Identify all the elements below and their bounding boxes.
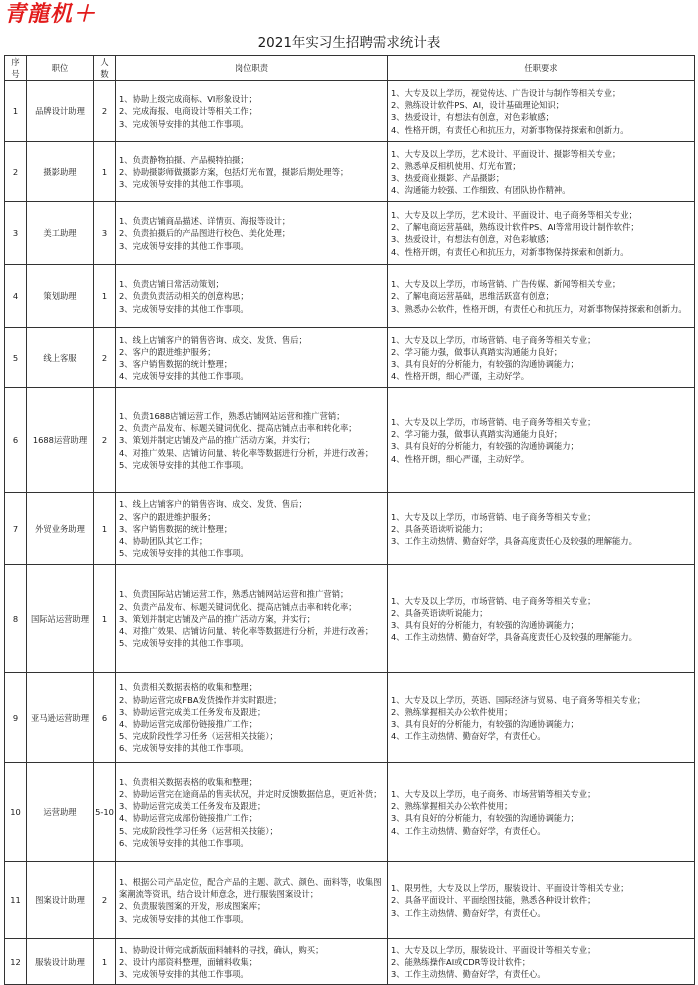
duties-cell	[116, 202, 388, 265]
requirement-line: 4、沟通能力较强、工作细致、有团队协作精神。	[391, 185, 571, 196]
duty-line: 1、协助设计师完成新版面料辅料的寻找，确认，购买；	[119, 944, 324, 955]
duty-line: 5、完成阶段性学习任务（运营相关技能）；	[119, 731, 278, 742]
requirement-line: 4、工作主动热情、勤奋好学，具备高度责任心及较强的理解能力。	[391, 632, 637, 643]
duty-line: 2、客户的跟进维护服务；	[119, 346, 216, 357]
row-number: 4	[5, 265, 27, 328]
table-row	[5, 673, 695, 763]
duties-cell	[116, 565, 388, 673]
table-row	[5, 265, 695, 328]
duty-line: 1、负责静物拍摄、产品模特拍摄；	[119, 154, 249, 165]
duty-line: 2、协助运营完在途商品的售卖状况，并定时反馈数据信息，更近补货；	[119, 789, 382, 799]
headcount: 5-10	[94, 763, 116, 862]
requirement-line: 1、大专及以上学历，市场营销、电子商务等相关专业；	[391, 595, 596, 606]
requirement-line: 2、学习能力强，做事认真踏实沟通能力良好；	[391, 429, 563, 440]
position-name: 1688运营助理	[27, 388, 94, 493]
requirement-line: 3、热爱商业摄影、产品摄影；	[391, 172, 505, 183]
duties-cell	[116, 862, 388, 939]
duties-cell	[116, 939, 388, 985]
row-number: 10	[5, 763, 27, 862]
table-header-row	[5, 56, 695, 81]
requirement-line: 3、熟悉办公软件，性格开朗，有责任心和抗压力，对新事物保持探索和创新力。	[391, 303, 687, 314]
duty-line: 2、设计内部资料整理，面辅料收集；	[119, 956, 258, 967]
requirements-cell	[388, 202, 695, 265]
table-row	[5, 202, 695, 265]
row-number: 7	[5, 493, 27, 565]
duty-line: 5、完成领导安排的其他工作事项。	[119, 459, 249, 470]
requirement-line: 2、熟悉单反相机使用、灯光布置；	[391, 160, 521, 171]
requirement-line: 4、工作主动热情、勤奋好学，有责任心。	[391, 731, 546, 742]
requirement-line: 3、具有良好的分析能力，有较强的沟通协调能力；	[391, 441, 579, 452]
header-no: 序号	[5, 56, 27, 81]
table-row	[5, 388, 695, 493]
header-requirements: 任职要求	[388, 56, 695, 81]
headcount: 1	[94, 142, 116, 202]
duty-line: 4、协助团队其它工作；	[119, 536, 208, 546]
requirement-line: 1、大专及以上学历，艺术设计、平面设计、摄影等相关专业；	[391, 148, 621, 159]
requirement-line: 1、大专及以上学历，市场营销、广告传媒、新闻等相关专业；	[391, 279, 621, 290]
requirement-line: 1、大专及以上学历，市场营销、电子商务等相关专业；	[391, 417, 596, 427]
position-name: 摄影助理	[27, 142, 94, 202]
headcount: 1	[94, 265, 116, 328]
requirement-line: 3、具有良好的分析能力，有较强的沟通协调能力；	[391, 813, 579, 824]
table-row	[5, 81, 695, 142]
requirements-cell	[388, 493, 695, 565]
position-name: 品牌设计助理	[27, 81, 94, 142]
duty-line: 1、线上店铺客户的销售咨询、成交、发货、售后；	[119, 334, 307, 345]
duty-line: 2、负责服装图案的开发，形成图案库；	[119, 901, 266, 912]
duty-line: 2、负责负责活动相关的创意构思；	[119, 291, 249, 302]
duties-cell	[116, 493, 388, 565]
row-number: 1	[5, 81, 27, 142]
duty-line: 3、策划并制定店铺及产品的推广活动方案，并实行；	[119, 435, 316, 446]
position-name: 线上客服	[27, 328, 94, 388]
headcount: 2	[94, 862, 116, 939]
duty-line: 6、完成领导安排的其他工作事项。	[119, 743, 249, 754]
company-logo: 青龍机＋	[4, 2, 97, 27]
duty-line: 3、协助运营完成美工任务发布及跟进；	[119, 706, 266, 717]
duty-line: 3、客户销售数据的统计整理；	[119, 523, 233, 534]
duty-line: 1、根据公司产品定位，配合产品的主题、款式、颜色、面料等，收集图案潮流等资讯，结合设计师意念，进行服装图案设计；	[119, 877, 382, 900]
duty-line: 1、负责店铺商品描述、详情页、海报等设计；	[119, 216, 291, 227]
requirement-line: 3、工作主动热情、勤奋好学，有责任心。	[391, 969, 546, 979]
duty-line: 4、完成领导安排的其他工作事项。	[119, 371, 249, 382]
requirement-line: 4、性格开朗，有责任心和抗压力，对新事物保持探索和创新力。	[391, 124, 629, 135]
requirement-line: 2、具备英语读听说能力；	[391, 523, 488, 534]
duties-cell	[116, 265, 388, 328]
duties-cell	[116, 142, 388, 202]
table-row	[5, 565, 695, 673]
requirements-cell	[388, 939, 695, 985]
duty-line: 4、协助运营完成部份链接推广工作；	[119, 718, 258, 729]
requirement-line: 2、熟练掌握相关办公软件使用；	[391, 801, 513, 812]
requirement-line: 1、大专及以上学历，服装设计、平面设计等相关专业；	[391, 944, 596, 955]
requirement-line: 1、大专及以上学历，市场营销、电子商务等相关专业；	[391, 334, 596, 345]
requirement-line: 2、学习能力强，做事认真踏实沟通能力良好；	[391, 346, 563, 357]
requirement-line: 3、具有良好的分析能力，有较强的沟通协调能力；	[391, 358, 579, 369]
requirement-line: 3、工作主动热情、勤奋好学，有责任心。	[391, 907, 546, 918]
row-number: 9	[5, 673, 27, 763]
requirements-cell	[388, 81, 695, 142]
requirement-line: 2、具备英语读听说能力；	[391, 607, 488, 618]
duty-line: 1、负责店铺日常活动策划；	[119, 279, 224, 290]
duty-line: 3、完成领导安排的其他工作事项。	[119, 969, 249, 979]
row-number: 5	[5, 328, 27, 388]
position-name: 外贸业务助理	[27, 493, 94, 565]
duties-cell	[116, 763, 388, 862]
requirement-line: 1、大专及以上学历，电子商务、市场营销等相关专业；	[391, 789, 596, 799]
requirement-line: 4、性格开朗，细心严谨，主动好学。	[391, 371, 530, 382]
duty-line: 2、协助运营完成FBA发货操作并实时跟进；	[119, 694, 282, 705]
requirements-cell	[388, 142, 695, 202]
duty-line: 3、完成领导安排的其他工作事项。	[119, 179, 249, 189]
position-name: 亚马逊运营助理	[27, 673, 94, 763]
duties-cell	[116, 673, 388, 763]
requirement-line: 2、熟练设计软件PS、AI，设计基础理论知识；	[391, 100, 565, 111]
row-number: 6	[5, 388, 27, 493]
headcount: 1	[94, 939, 116, 985]
headcount: 1	[94, 565, 116, 673]
requirement-line: 2、具备平面设计、平面绘图技能，熟悉各种设计软件；	[391, 895, 596, 906]
requirement-line: 1、大专及以上学历，艺术设计、平面设计、电子商务等相关专业；	[391, 210, 637, 220]
duty-line: 3、完成领导安排的其他工作事项。	[119, 240, 249, 251]
requirement-line: 2、能熟练操作AI或CDR等设计软件；	[391, 956, 531, 967]
table-row	[5, 763, 695, 862]
requirement-line: 4、工作主动热情、勤奋好学，有责任心。	[391, 825, 546, 836]
requirements-cell	[388, 862, 695, 939]
duty-line: 1、负责相关数据表格的收集和整理；	[119, 776, 258, 787]
duty-line: 2、完成海报、电商设计等相关工作；	[119, 106, 258, 117]
headcount: 1	[94, 493, 116, 565]
duties-cell	[116, 388, 388, 493]
requirement-line: 4、性格开朗，细心严谨，主动好学。	[391, 453, 530, 464]
duty-line: 3、完成领导安排的其他工作事项。	[119, 913, 249, 924]
headcount: 6	[94, 673, 116, 763]
duty-line: 3、完成领导安排的其他工作事项。	[119, 118, 249, 129]
requirement-line: 2、熟练掌握相关办公软件使用；	[391, 706, 513, 717]
requirements-cell	[388, 328, 695, 388]
row-number: 8	[5, 565, 27, 673]
header-count: 人数	[94, 56, 116, 81]
duties-cell	[116, 328, 388, 388]
duty-line: 3、完成领导安排的其他工作事项。	[119, 303, 249, 314]
table-row	[5, 862, 695, 939]
duty-line: 1、负责国际站店铺运营工作，熟悉店铺网站运营和推广营销；	[119, 589, 349, 600]
duty-line: 6、完成领导安排的其他工作事项。	[119, 837, 249, 848]
table-row	[5, 142, 695, 202]
duty-line: 2、负责拍摄后的产品图进行校色、美化处理；	[119, 228, 291, 239]
duty-line: 3、协助运营完成美工任务发布及跟进；	[119, 801, 266, 812]
requirement-line: 2、了解电商运营基础，熟练设计软件PS、AI等常用设计制作软件；	[391, 222, 639, 233]
row-number: 3	[5, 202, 27, 265]
duty-line: 4、对推广效果、店铺访问量、转化率等数据进行分析，并进行改善；	[119, 447, 374, 458]
headcount: 2	[94, 328, 116, 388]
headcount: 3	[94, 202, 116, 265]
requirements-cell	[388, 265, 695, 328]
requirement-line: 1、大专及以上学历，视觉传达、广告设计与制作等相关专业；	[391, 88, 621, 98]
position-name: 美工助理	[27, 202, 94, 265]
duty-line: 5、完成领导安排的其他工作事项。	[119, 548, 249, 559]
duty-line: 2、协助摄影师做摄影方案，包括灯光布置，摄影后期处理等；	[119, 166, 349, 177]
duty-line: 4、对推广效果、店铺访问量、转化率等数据进行分析，并进行改善；	[119, 626, 374, 636]
requirements-cell	[388, 673, 695, 763]
requirements-cell	[388, 565, 695, 673]
table-row	[5, 328, 695, 388]
duties-cell	[116, 81, 388, 142]
headcount: 2	[94, 81, 116, 142]
row-number: 2	[5, 142, 27, 202]
requirement-line: 3、热爱设计，有想法有创意，对色彩敏感；	[391, 234, 554, 245]
row-number: 11	[5, 862, 27, 939]
headcount: 2	[94, 388, 116, 493]
duty-line: 1、线上店铺客户的销售咨询、成交、发货、售后；	[119, 499, 307, 510]
duty-line: 2、负责产品发布、标题关键词优化、提高店铺点击率和转化率；	[119, 423, 357, 434]
duty-line: 1、协助上级完成商标、VI形象设计；	[119, 94, 257, 105]
requirement-line: 1、大专及以上学历，英语、国际经济与贸易、电子商务等相关专业；	[391, 694, 646, 705]
requirement-line: 2、了解电商运营基础，思维活跃富有创意；	[391, 291, 554, 302]
header-position: 职位	[27, 56, 94, 81]
position-name: 图案设计助理	[27, 862, 94, 939]
position-name: 国际站运营助理	[27, 565, 94, 673]
duty-line: 3、客户销售数据的统计整理；	[119, 358, 233, 369]
position-name: 服装设计助理	[27, 939, 94, 985]
duty-line: 4、协助运营完成部份链接推广工作；	[119, 813, 258, 824]
requirement-line: 1、大专及以上学历，市场营销、电子商务等相关专业；	[391, 511, 596, 522]
row-number: 12	[5, 939, 27, 985]
duty-line: 2、负责产品发布、标题关键词优化、提高店铺点击率和转化率；	[119, 601, 357, 612]
requirements-cell	[388, 763, 695, 862]
page-title: 2021年实习生招聘需求统计表	[257, 35, 441, 51]
table-row	[5, 493, 695, 565]
duty-line: 3、策划并制定店铺及产品的推广活动方案，并实行；	[119, 613, 316, 624]
recruitment-table	[4, 55, 695, 985]
requirement-line: 4、性格开朗，有责任心和抗压力，对新事物保持探索和创新力。	[391, 246, 629, 257]
duty-line: 2、客户的跟进维护服务；	[119, 511, 216, 522]
duty-line: 5、完成领导安排的其他工作事项。	[119, 638, 249, 649]
requirement-line: 3、热爱设计，有想法有创意，对色彩敏感；	[391, 112, 554, 123]
duty-line: 1、负责相关数据表格的收集和整理；	[119, 682, 258, 693]
position-name: 策划助理	[27, 265, 94, 328]
position-name: 运营助理	[27, 763, 94, 862]
requirement-line: 1、限男性，大专及以上学历，服装设计、平面设计等相关专业；	[391, 883, 629, 894]
duty-line: 1、负责1688店铺运营工作，熟悉店铺网站运营和推广营销；	[119, 410, 345, 421]
requirement-line: 3、具有良好的分析能力，有较强的沟通协调能力；	[391, 718, 579, 729]
duty-line: 5、完成阶段性学习任务（运营相关技能）；	[119, 825, 278, 836]
requirements-cell	[388, 388, 695, 493]
requirement-line: 3、工作主动热情、勤奋好学，具备高度责任心及较强的理解能力。	[391, 536, 637, 546]
header-duties: 岗位职责	[116, 56, 388, 81]
table-row	[5, 939, 695, 985]
requirement-line: 3、具有良好的分析能力，有较强的沟通协调能力；	[391, 619, 579, 630]
